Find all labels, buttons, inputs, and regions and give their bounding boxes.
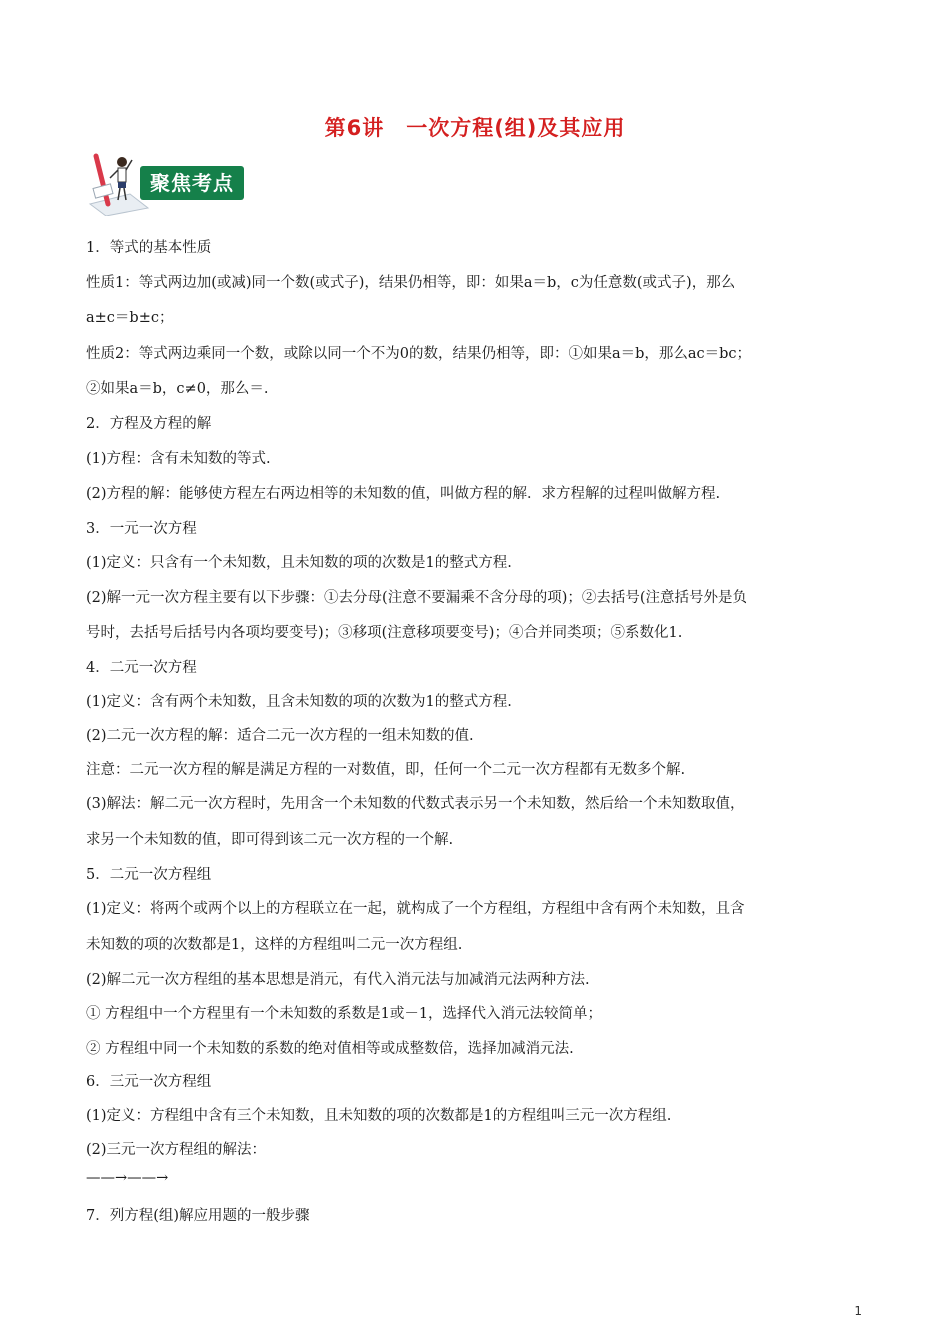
- heading-4: 4．二元一次方程: [86, 660, 197, 676]
- heading-6: 6．三元一次方程组: [86, 1074, 212, 1090]
- text-line: 性质1：等式两边加(或减)同一个数(或式子)，结果仍相等，即：如果a＝b，c为任意数(或式子)，那么: [86, 275, 736, 291]
- section-badge: [86, 150, 246, 216]
- section-badge-label: 聚焦考点: [140, 166, 244, 200]
- text-line: 性质2：等式两边乘同一个数，或除以同一个不为0的数，结果仍相等，即：①如果a＝b，那么ac＝bc；: [86, 346, 752, 362]
- text-line: (1)定义：含有两个未知数，且含未知数的项的次数为1的整式方程.: [86, 694, 512, 710]
- text-line: 未知数的项的次数都是1，这样的方程组叫二元一次方程组.: [86, 937, 463, 953]
- heading-1: 1．等式的基本性质: [86, 240, 212, 256]
- text-line: ② 方程组中同一个未知数的系数的绝对值相等或成整数倍，选择加减消元法.: [86, 1041, 574, 1057]
- text-line: 注意：二元一次方程的解是满足方程的一对数值，即，任何一个二元一次方程都有无数多个解.: [86, 762, 686, 778]
- text-line: (1)定义：方程组中含有三个未知数，且未知数的项的次数都是1的方程组叫三元一次方程组.: [86, 1108, 672, 1124]
- heading-5: 5．二元一次方程组: [86, 867, 212, 883]
- page-number: 1: [854, 1304, 862, 1318]
- text-line: (2)解一元一次方程主要有以下步骤：①去分母(注意不要漏乘不含分母的项)；②去括号(注意括号外是负: [86, 590, 748, 606]
- arrow-flow: ——→——→: [86, 1170, 169, 1186]
- text-line: a±c＝b±c；: [86, 310, 174, 326]
- text-line: (1)定义：只含有一个未知数，且未知数的项的次数是1的整式方程.: [86, 555, 512, 571]
- heading-3: 3．一元一次方程: [86, 521, 197, 537]
- text-line: (2)三元一次方程组的解法：: [86, 1142, 267, 1158]
- heading-2: 2．方程及方程的解: [86, 416, 212, 432]
- page-title: 第6讲 一次方程(组)及其应用: [324, 116, 626, 140]
- text-line: (2)解二元一次方程组的基本思想是消元，有代入消元法与加减消元法两种方法.: [86, 972, 590, 988]
- text-line: ②如果a＝b，c≠0，那么＝.: [86, 381, 269, 397]
- text-line: (2)方程的解：能够使方程左右两边相等的未知数的值，叫做方程的解．求方程解的过程叫做解方程.: [86, 486, 721, 502]
- heading-7: 7．列方程(组)解应用题的一般步骤: [86, 1208, 310, 1224]
- text-line: 求另一个未知数的值，即可得到该二元一次方程的一个解.: [86, 832, 454, 848]
- text-line: (3)解法：解二元一次方程时，先用含一个未知数的代数式表示另一个未知数，然后给一个未知数取值，: [86, 796, 745, 812]
- text-line: (1)定义：将两个或两个以上的方程联立在一起，就构成了一个方程组，方程组中含有两个未知数，且含: [86, 901, 745, 917]
- text-line: ① 方程组中一个方程里有一个未知数的系数是1或－1，选择代入消元法较简单；: [86, 1006, 603, 1022]
- text-line: 号时，去括号后括号内各项均要变号)；③移项(注意移项要变号)；④合并同类项；⑤系数化1.: [86, 625, 683, 641]
- text-line: (1)方程：含有未知数的等式.: [86, 451, 271, 467]
- text-line: (2)二元一次方程的解：适合二元一次方程的一组未知数的值.: [86, 728, 474, 744]
